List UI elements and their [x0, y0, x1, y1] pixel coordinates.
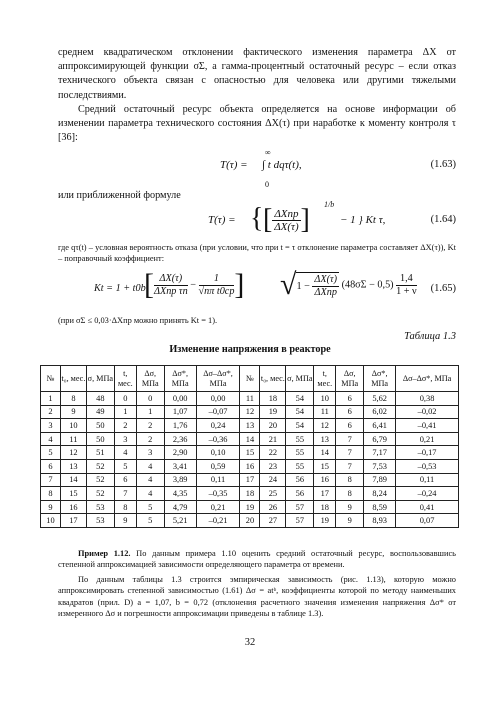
table-cell: 12 — [240, 405, 260, 419]
table-cell: –0,07 — [196, 405, 240, 419]
table-cell: 0 — [114, 392, 136, 406]
eq165-fraction-4 — [396, 273, 417, 298]
top-paragraph: среднем квадратическом отклонении фактического изменения параметра ΔX от аппроксимирующей функции σΣ, а гамма-процентный остаточный ресурс – если отказ технического объекта связан с опасностью для человека или другими тяжелыми последствиями. — [58, 47, 456, 101]
table-row — [41, 473, 459, 487]
table-cell: 4 — [114, 446, 136, 460]
residual-resource-paragraph: Средний остаточный ресурс объекта определяется на основе информации об изменении параметра технического состояния ΔX(τ) при наработке к моменту контроля τ [36]: — [58, 104, 456, 144]
eq164-number: (1.64) — [430, 214, 456, 225]
table-cell: 4,79 — [164, 500, 196, 514]
eq164-denominator: ΔX(τ) — [274, 220, 299, 233]
table-header-cell: σ, МПа — [286, 366, 314, 392]
table-cell: 10 — [60, 419, 86, 433]
table-cell: 56 — [286, 473, 314, 487]
table-cell: 0,24 — [196, 419, 240, 433]
table-cell: 52 — [86, 487, 114, 501]
eq164-numerator: ΔXпр — [274, 207, 299, 220]
eq164-fraction — [272, 208, 300, 233]
table-cell: 57 — [286, 500, 314, 514]
equation-1-63 — [58, 150, 456, 192]
table-cell: 2 — [114, 419, 136, 433]
table-cell: 3 — [114, 432, 136, 446]
table-cell: 4 — [41, 432, 61, 446]
table-cell: 14 — [314, 446, 336, 460]
table-cell: –0,35 — [196, 487, 240, 501]
eq165-f3-num: ΔX(τ) — [314, 273, 338, 285]
example-paragraph — [58, 548, 456, 571]
table-cell: –0,02 — [396, 405, 459, 419]
table-cell: 6,02 — [364, 405, 396, 419]
eq165-fraction-2 — [199, 273, 235, 298]
table-cell: 0,11 — [196, 473, 240, 487]
eq163-number: (1.63) — [430, 159, 456, 170]
table-cell: 52 — [86, 473, 114, 487]
table-cell: 9 — [114, 514, 136, 528]
table-cell: 18 — [260, 392, 286, 406]
table-cell: 15 — [240, 446, 260, 460]
table-cell: –0,36 — [196, 432, 240, 446]
table-header-cell: № — [41, 366, 61, 392]
table-header-cell: σ, МПа — [86, 366, 114, 392]
table-cell: 18 — [240, 487, 260, 501]
table-cell: 7 — [336, 432, 364, 446]
table-cell: 9 — [60, 405, 86, 419]
table-cell: 9 — [41, 500, 61, 514]
table-cell: 4 — [136, 473, 164, 487]
eq165-number: (1.65) — [430, 283, 456, 294]
table-cell: 27 — [260, 514, 286, 528]
approx-formula-text: или приближенной формуле — [58, 190, 181, 201]
table-cell: 0,21 — [396, 432, 459, 446]
table-cell: 2 — [41, 405, 61, 419]
table-row — [41, 419, 459, 433]
table-cell: 25 — [260, 487, 286, 501]
eq165-f1-den: ΔXпр τn — [154, 285, 188, 297]
table-cell: 4 — [136, 487, 164, 501]
table-cell: 5 — [136, 514, 164, 528]
table-cell: –0,41 — [396, 419, 459, 433]
table-cell: 16 — [240, 459, 260, 473]
table-cell: 53 — [86, 514, 114, 528]
table-cell: 0,41 — [396, 500, 459, 514]
table-header-cell: Δσ, МПа — [136, 366, 164, 392]
table-cell: 0 — [136, 392, 164, 406]
table-cell: 55 — [286, 432, 314, 446]
table-cell: 19 — [240, 500, 260, 514]
table-cell: 13 — [60, 459, 86, 473]
kt-note: (при σΣ ≤ 0,03·ΔXпр можно принять Kt = 1). — [58, 316, 218, 325]
page-number: 32 — [244, 637, 256, 648]
table-cell: 2,36 — [164, 432, 196, 446]
table-cell: 17 — [240, 473, 260, 487]
table-header-cell: Δσ, МПа — [336, 366, 364, 392]
table-cell: 11 — [314, 405, 336, 419]
table-cell: 6,41 — [364, 419, 396, 433]
table-cell: 9 — [336, 514, 364, 528]
eq163-upper-limit: ∞ — [265, 148, 271, 157]
table-cell: 9 — [336, 500, 364, 514]
table-cell: 24 — [260, 473, 286, 487]
table-header-cell: t₀, мес. — [60, 366, 86, 392]
table-cell: 15 — [314, 459, 336, 473]
table-cell: 23 — [260, 459, 286, 473]
table-cell: 8,59 — [364, 500, 396, 514]
table-cell: –0,21 — [196, 514, 240, 528]
table-cell: 57 — [286, 514, 314, 528]
table-cell: 7 — [336, 446, 364, 460]
table-cell: 0,38 — [396, 392, 459, 406]
table-cell: 26 — [260, 500, 286, 514]
table-row — [41, 446, 459, 460]
table-cell: 7,17 — [364, 446, 396, 460]
table-cell: 21 — [260, 432, 286, 446]
table-cell: 2 — [136, 432, 164, 446]
table-header-cell: Δσ*, МПа — [364, 366, 396, 392]
eq165-f2-num: 1 — [199, 273, 235, 286]
table-cell: 8,93 — [364, 514, 396, 528]
table-cell: 1 — [41, 392, 61, 406]
table-cell: 17 — [60, 514, 86, 528]
where-explanation: где qτ(t) – условная вероятность отказа (при условии, что при t = τ отклонение параметра составляет ΔX(τ)), Kt – поправочный коэффициент: — [58, 243, 456, 264]
eq164-tail: − 1 } Kt τ, — [340, 214, 386, 226]
eq165-f3-den: ΔXпр — [314, 286, 337, 298]
table-cell: 51 — [86, 446, 114, 460]
table-cell: 3 — [41, 419, 61, 433]
table-cell: 10 — [41, 514, 61, 528]
table-cell: 7,89 — [364, 473, 396, 487]
table-cell: 8,24 — [364, 487, 396, 501]
table-cell: 8 — [336, 473, 364, 487]
table-cell: 15 — [60, 487, 86, 501]
table-cell: 12 — [60, 446, 86, 460]
table-cell: 0,10 — [196, 446, 240, 460]
table-header-cell: t, мес. — [314, 366, 336, 392]
table-cell: 5,21 — [164, 514, 196, 528]
table-cell: 5,62 — [364, 392, 396, 406]
eq165-f2-den: √nπ t0ср — [198, 285, 235, 297]
table-cell: 1 — [114, 405, 136, 419]
eq165-f4-den: 1 + ν — [396, 285, 417, 297]
table-cell: 0,00 — [164, 392, 196, 406]
table-row — [41, 405, 459, 419]
example-label: Пример 1.12. — [78, 549, 131, 558]
table-cell: 0,21 — [196, 500, 240, 514]
eq165-sqrt-lead: 1 − — [296, 280, 310, 292]
eq165-fraction-3 — [312, 274, 339, 299]
table-cell: 3 — [136, 446, 164, 460]
table-cell: 49 — [86, 405, 114, 419]
table-cell: 2,90 — [164, 446, 196, 460]
table-cell: 4,35 — [164, 487, 196, 501]
table-cell: 13 — [314, 432, 336, 446]
table-cell: 54 — [286, 405, 314, 419]
table-cell: 14 — [240, 432, 260, 446]
example-text: По данным примера 1.10 оценить средний остаточный ресурс, воспользовавшись степенной аппроксимацией зависимости определяющего параметра от времени. — [58, 549, 456, 570]
table-cell: 18 — [314, 500, 336, 514]
table-cell: –0,17 — [396, 446, 459, 460]
table-cell: 16 — [314, 473, 336, 487]
table-cell: 56 — [286, 487, 314, 501]
table-cell: 55 — [286, 446, 314, 460]
table-cell: 22 — [260, 446, 286, 460]
table-cell: 5 — [136, 500, 164, 514]
table-cell: 7 — [114, 487, 136, 501]
table-cell: 8 — [41, 487, 61, 501]
table-cell: 52 — [86, 459, 114, 473]
table-cell: 20 — [260, 419, 286, 433]
eq165-minus: − — [190, 279, 196, 291]
equation-1-65: Kt = 1 + t0b [ $\frac{\Delta X(\tau)}{\text{ΔXпр τn}}$ − $\frac{1}{\text{√nπ t0ср}}$ ] √1 − $\frac{\Delta X(\tau)}{\text{ΔXпр}}$ (48σΣ − 0,5) $\frac{1,4}{1 + \nu}$ (1.65) — [94, 268, 456, 301]
table-header-cell: № — [240, 366, 260, 392]
eq165-f4-num: 1,4 — [396, 273, 417, 286]
table-cell: 12 — [314, 419, 336, 433]
table-cell: 2 — [136, 419, 164, 433]
table-cell: 1,76 — [164, 419, 196, 433]
table-cell: –0,24 — [396, 487, 459, 501]
table-row — [41, 432, 459, 446]
table-header-row — [41, 366, 459, 392]
table-cell: 0,59 — [196, 459, 240, 473]
table-cell: 14 — [60, 473, 86, 487]
table-cell: 5 — [114, 459, 136, 473]
table-cell: 16 — [60, 500, 86, 514]
eq165-lhs: Kt = 1 + t0b — [94, 283, 146, 294]
table-cell: 8 — [60, 392, 86, 406]
table-cell: 7,53 — [364, 459, 396, 473]
solution-paragraph: По данным таблицы 1.3 строится эмпирическая зависимость (рис. 1.13), которую можно аппроксимировать степенной зависимостью (1.61) Δσ = atᵇ, коэффициенты которой по методу наименьших квадратов (прил. D) a = 1,07, b = 0,72 (отклонения расчетного значения изменения напряжения Δσ* от измеренного Δσ и погрешности аппроксимации приведены в таблице 1.3). — [58, 575, 456, 619]
table-cell: 20 — [240, 514, 260, 528]
table-cell: 8 — [114, 500, 136, 514]
stress-change-table — [40, 365, 459, 528]
table-cell: 11 — [60, 432, 86, 446]
table-header-cell: t, мес. — [114, 366, 136, 392]
table-header-cell: Δσ–Δσ*, МПа — [396, 366, 459, 392]
eq165-fraction-1 — [154, 273, 188, 298]
table-cell: 19 — [314, 514, 336, 528]
table-cell: 54 — [286, 392, 314, 406]
table-title: Изменение напряжения в реакторе — [169, 344, 331, 355]
table-cell: 3,41 — [164, 459, 196, 473]
table-header-cell: Δσ–Δσ*, МПа — [196, 366, 240, 392]
table-cell: 13 — [240, 419, 260, 433]
table-cell: 19 — [260, 405, 286, 419]
table-cell: 0,07 — [396, 514, 459, 528]
table-cell: 5 — [41, 446, 61, 460]
table-cell: 7 — [41, 473, 61, 487]
table-caption: Таблица 1.3 — [404, 331, 456, 342]
table-cell: 8 — [336, 487, 364, 501]
table-cell: 11 — [240, 392, 260, 406]
table-cell: 6 — [41, 459, 61, 473]
table-cell: 6 — [336, 419, 364, 433]
equation-1-64: T(τ) = { [ $\frac{\text{ΔXпр}}{\Delta X(\tau)}$ ] 1/b − 1 } Kt τ, (1.64) — [208, 200, 456, 235]
table-cell: 1,07 — [164, 405, 196, 419]
eq163-lower-limit: 0 — [265, 180, 269, 189]
table-cell: –0,53 — [396, 459, 459, 473]
table-cell: 54 — [286, 419, 314, 433]
table-row — [41, 459, 459, 473]
table-row — [41, 514, 459, 528]
eq163-lhs: T(τ) = — [220, 159, 248, 171]
table-cell: 50 — [86, 419, 114, 433]
table-header-cell: t₀, мес. — [260, 366, 286, 392]
table-row — [41, 392, 459, 406]
eq164-exponent: 1/b — [324, 200, 335, 209]
table-cell: 1 — [136, 405, 164, 419]
table-cell: 6 — [336, 392, 364, 406]
table-row — [41, 487, 459, 501]
table-row — [41, 500, 459, 514]
table-cell: 0,00 — [196, 392, 240, 406]
eq164-left-brace: { — [250, 203, 264, 234]
eq163-integrand: ∫ t dqτ(t), — [262, 159, 302, 171]
table-cell: 50 — [86, 432, 114, 446]
eq164-lhs: T(τ) = — [208, 214, 236, 226]
table-cell: 3,89 — [164, 473, 196, 487]
eq165-f1-num: ΔX(τ) — [154, 273, 188, 286]
table-cell: 6 — [114, 473, 136, 487]
table-cell: 4 — [136, 459, 164, 473]
table-cell: 6,79 — [364, 432, 396, 446]
table-cell: 53 — [86, 500, 114, 514]
table-cell: 0,11 — [396, 473, 459, 487]
table-header-cell: Δσ*, МПа — [164, 366, 196, 392]
table-cell: 7 — [336, 459, 364, 473]
table-cell: 55 — [286, 459, 314, 473]
table-cell: 10 — [314, 392, 336, 406]
table-cell: 17 — [314, 487, 336, 501]
table-cell: 48 — [86, 392, 114, 406]
eq165-mid: (48σΣ − 0,5) — [341, 279, 394, 291]
table-cell: 6 — [336, 405, 364, 419]
